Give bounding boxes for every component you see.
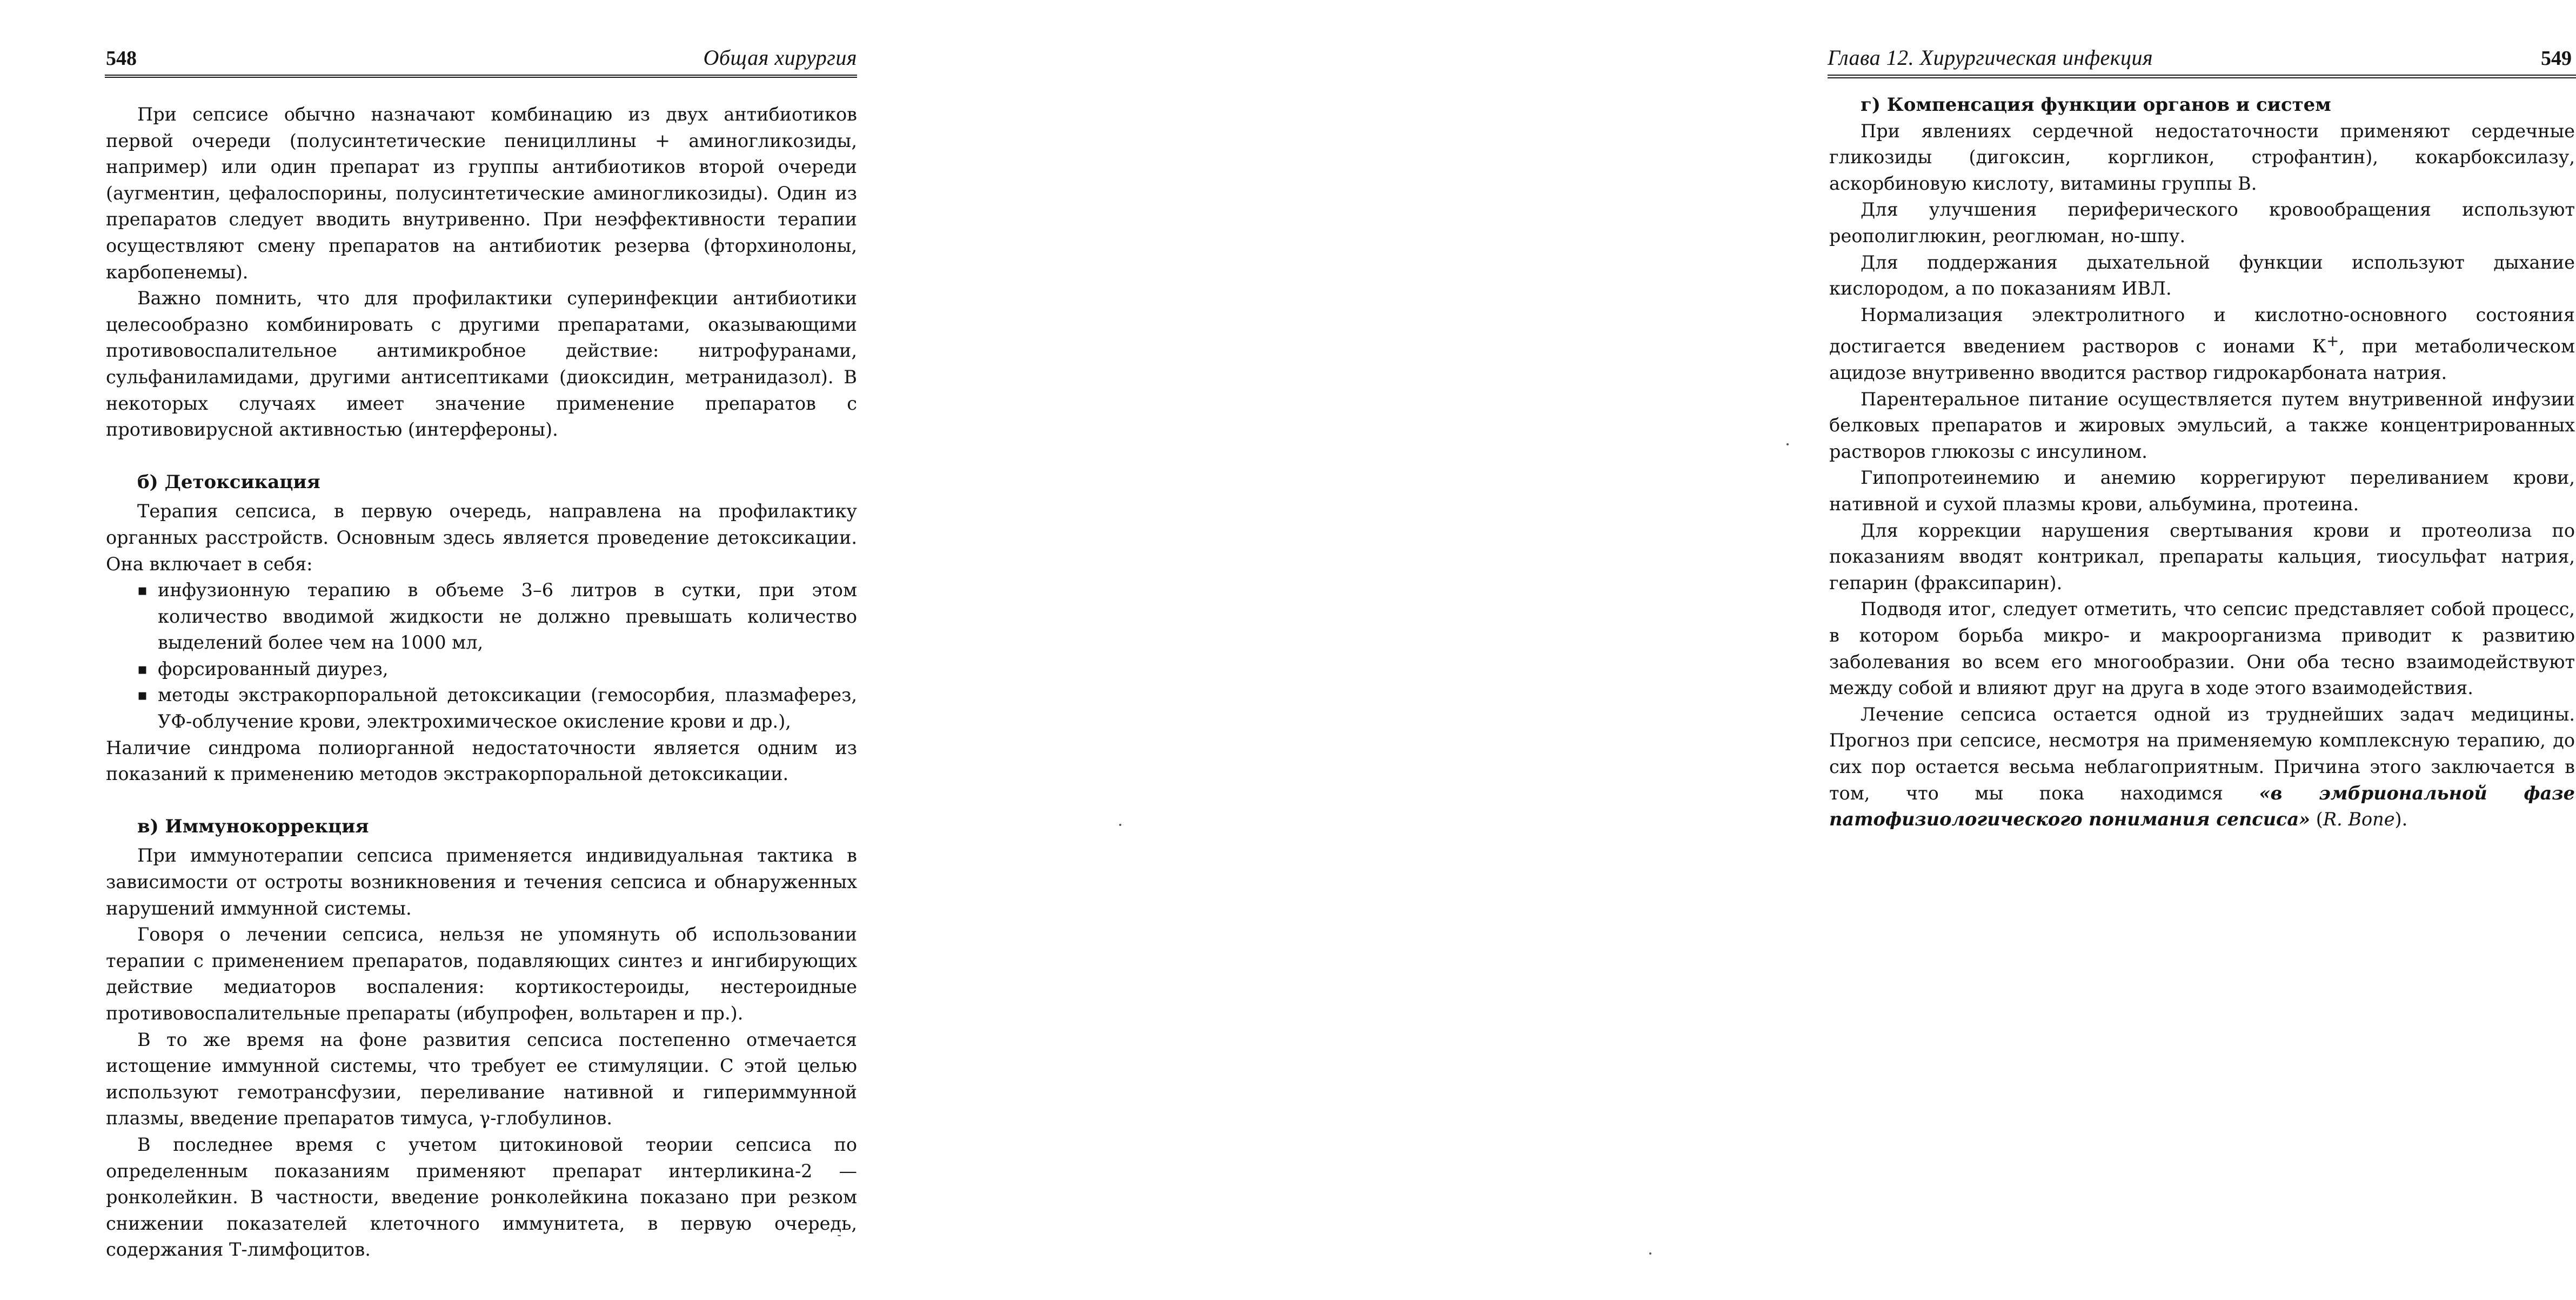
scan-speck: [838, 1235, 841, 1236]
scan-speck: [1119, 824, 1121, 826]
running-head: Глава 12. Хирургическая инфекция: [1828, 45, 2153, 70]
left-page: [0, 0, 859, 1300]
section-heading-organ-support: г) Компенсация функции органов и систем: [1861, 94, 2331, 116]
scan-speck: [1649, 1252, 1651, 1255]
list-item: ▪ форсированный диурез,: [106, 656, 857, 683]
paragraph: Терапия сепсиса, в первую очередь, направлена на профилактику органных расстройств. Основным здесь является проведение детоксикации. Она включает в себя:: [106, 501, 857, 575]
bullet-list: [106, 577, 857, 735]
paragraph: Для поддержания дыхательной функции используют дыхание кислородом, а по показаниям ИВЛ.: [1829, 251, 2575, 299]
superscript: +: [2326, 332, 2339, 350]
paragraph: Наличие синдрома полиорганной недостаточности является одним из показаний к применению методов экстракорпоральной детоксикации.: [106, 737, 857, 785]
citation-author: R. Bone: [2323, 809, 2395, 830]
text-run: ).: [2394, 809, 2408, 830]
paragraph: Важно помнить, что для профилактики суперинфекции антибиотики целесообразно комбинировать с другими препаратами, оказывающими противовоспалительное антимикробное действие: нитрофуранами, сульфаниламидами, другими антисептиками (диоксидин, метранидазол). В некоторых случаях имеет значение применение препаратов с противовирусной активностью (интерфероны).: [106, 288, 857, 441]
text-run: , при метаболическом ацидозе внутривенно вводится раствор гидрокарбоната натрия.: [1829, 336, 2575, 384]
paragraph: Подводя итог, следует отметить, что сепсис представляет собой процесс, в котором борьба микро- и макроорганизма приводит к развитию заболевания во всем его многообразии. Они оба тесно взаимодействуют между собой и влияют друг на друга в ходе этого взаимодействия.: [1829, 598, 2575, 699]
scan-speck: [1787, 443, 1789, 445]
list-item: ▪ методы экстракорпоральной детоксикации (гемосорбия, плазмаферез, УФ-облучение крови, электрохимическое окисление крови и др.),: [106, 682, 857, 735]
left-page-header: [105, 42, 857, 78]
paragraph: [1829, 702, 2575, 833]
paragraph: В последнее время с учетом цитокиновой теории сепсиса по определенным показаниям применяют препарат интерликина-2 — ронколейкин. В частности, введение ронколейкина показано при резком снижении показателей клеточного иммунитета, в первую очередь, содержания Т-лимфоцитов.: [106, 1134, 857, 1261]
paragraph: При иммунотерапии сепсиса применяется индивидуальная тактика в зависимости от остроты возникновения и течения сепсиса и обнаруженных нарушений иммунной системы.: [106, 845, 857, 919]
right-page: [859, 0, 2575, 1300]
paragraph: Гипопротеинемию и анемию коррегируют переливанием крови, нативной и сухой плазмы крови, альбумина, протеина.: [1829, 467, 2575, 515]
page-number: 548: [106, 47, 137, 70]
running-head: Общая хирургия: [703, 45, 857, 70]
paragraph: Для коррекции нарушения свертывания крови и протеолиза по показаниям вводят контрикал, препараты кальция, тиосульфат натрия, гепарин (фраксипарин).: [1829, 519, 2575, 594]
text-run: Лечение сепсиса остается одной из труднейших задач медицины. Прогноз при сепсисе, несмотря на применяемую комплексную терапию, до сих пор остается весьма неблагоприятным. Причина этого заключается в том, что мы пока находимся: [1829, 703, 2575, 804]
paragraph: Парентеральное питание осуществляется путем внутривенной инфузии белковых препаратов и жировых эмульсий, а также концентрированных растворов глюкозы с инсулином.: [1829, 388, 2575, 462]
paragraph: В то же время на фоне развития сепсиса постепенно отмечается истощение иммунной системы, что требует ее стимуляции. С этой целью используют гемотрансфузии, переливание нативной и гипериммунной плазмы, введение препаратов тимуса, γ-глобулинов.: [106, 1029, 857, 1129]
paragraph: Для улучшения периферического кровообращения используют реополиглюкин, реоглюман, но-шпу.: [1829, 199, 2575, 246]
section-heading-detox: б) Детоксикация: [137, 471, 320, 493]
right-page-header: [1828, 42, 2576, 78]
text-run: (: [2310, 809, 2323, 830]
right-text-column: [1829, 92, 2575, 833]
text-run: Нормализация электролитного и кислотно-основного состояния достигается введением растворов с ионами К: [1829, 304, 2575, 357]
list-item: ▪ инфузионную терапию в объеме 3–6 литров в сутки, при этом количество вводимой жидкости не должно превышать количество выделений более чем на 1000 мл,: [106, 577, 857, 656]
section-heading-immunocorrection: в) Иммунокоррекция: [137, 815, 369, 837]
quotation: «в эмбриональной фазе патофизиологического понимания сепсиса»: [1829, 782, 2575, 830]
page-number: 549: [2541, 47, 2572, 70]
paragraph: При явлениях сердечной недостаточности применяют сердечные гликозиды (дигоксин, коргликон, строфантин), кокарбоксилазу, аскорбиновую кислоту, витамины группы В.: [1829, 120, 2575, 194]
left-text-column: [106, 102, 857, 1263]
paragraph: [1829, 302, 2575, 386]
paragraph: При сепсисе обычно назначают комбинацию из двух антибиотиков первой очереди (полусинтетические пенициллины + аминогликозиды, например) или один препарат из группы антибиотиков второй очереди (аугментин, цефалоспорины, полусинтетические аминогликозиды). Один из препаратов следует вводить внутривенно. При неэффективности терапии осуществляют смену препаратов на антибиотик резерва (фторхинолоны, карбопенемы).: [106, 104, 857, 283]
paragraph: Говоря о лечении сепсиса, нельзя не упомянуть об использовании терапии с применением препаратов, подавляющих синтез и ингибирующих действие медиаторов воспаления: кортикостероиды, нестероидные противовоспалительные препараты (ибупрофен, вольтарен и пр.).: [106, 924, 857, 1024]
